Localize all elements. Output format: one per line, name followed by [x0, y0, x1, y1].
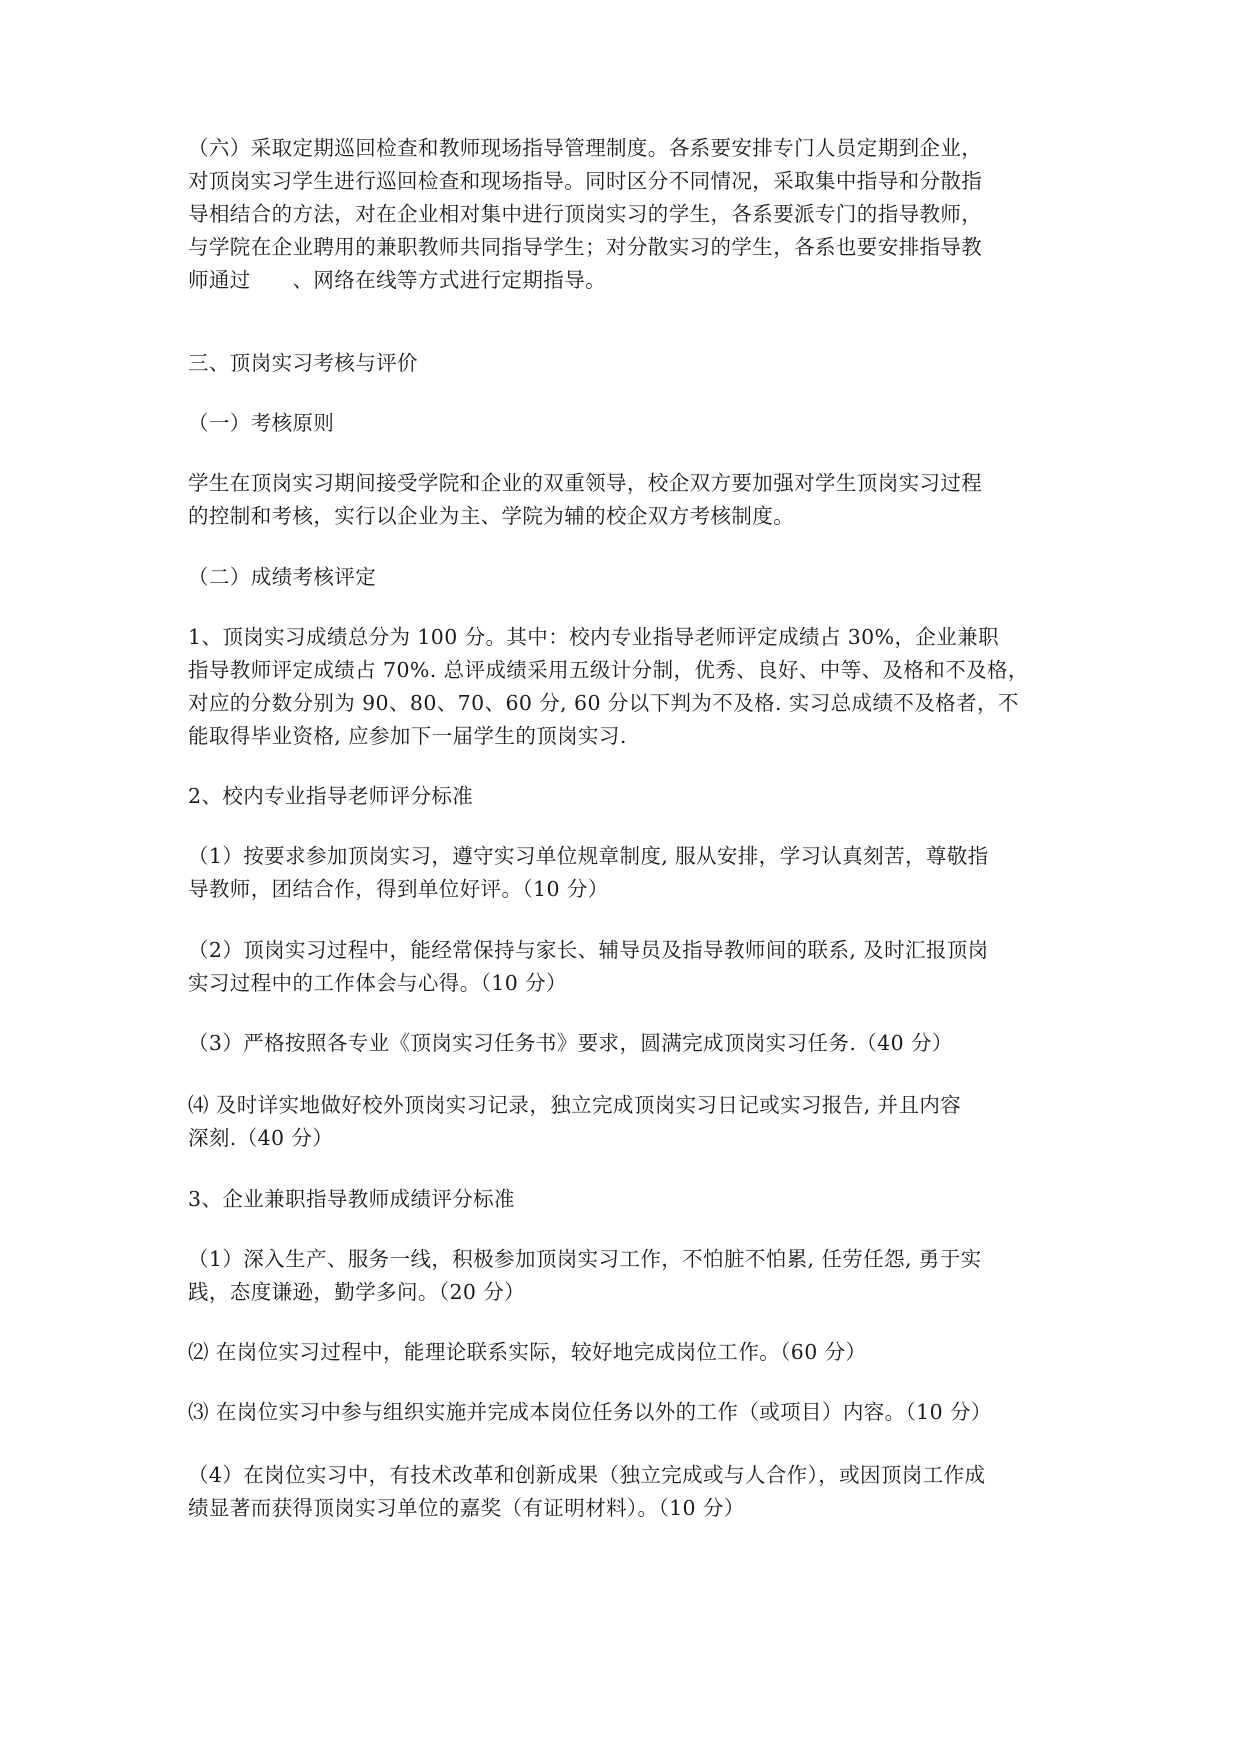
text-line: （1）深入生产、服务一线，积极参加顶岗实习工作，不怕脏不怕累, 任劳任怨, 勇于实 [188, 1247, 982, 1271]
criterion-school-2 [188, 934, 1058, 1000]
text-line: 与学院在企业聘用的兼职教师共同指导学生；对分散实习的学生，各系也要安排指导教 [188, 235, 983, 259]
criterion-enterprise-3 [188, 1396, 1058, 1429]
text-line: ⑷ 及时详实地做好校外顶岗实习记录，独立完成顶岗实习日记或实习报告, 并且内容 [188, 1093, 962, 1117]
text-line: （一）考核原则 [188, 411, 335, 435]
text-line: （3）严格按照各专业《顶岗实习任务书》要求，圆满完成顶岗实习任务.（40 分） [188, 1031, 953, 1055]
paragraph-total-score [188, 621, 1058, 753]
text-line: 实习过程中的工作体会与心得。（10 分） [188, 971, 567, 995]
text-line: 指导教师评定成绩占 70%. 总评成绩采用五级计分制，优秀、良好、中等、及格和不及格， [188, 658, 1029, 682]
paragraph-principles [188, 467, 1058, 533]
text-line: 师通过 、网络在线等方式进行定期指导。 [188, 268, 606, 292]
text-line: 的控制和考核，实行以企业为主、学院为辅的校企双方考核制度。 [188, 504, 795, 528]
subheading-enterprise-criteria [188, 1183, 1058, 1216]
criterion-enterprise-1 [188, 1243, 1058, 1309]
text-line: （六）采取定期巡回检查和教师现场指导管理制度。各系要安排专门人员定期到企业， [188, 136, 983, 160]
text-line: 3、企业兼职指导教师成绩评分标准 [188, 1187, 515, 1211]
text-line: ⑵ 在岗位实习过程中，能理论联系实际，较好地完成岗位工作。（60 分） [188, 1340, 867, 1364]
text-line: 对应的分数分别为 90、80、70、60 分, 60 分以下判为不及格. 实习总成绩不及格者，不 [188, 691, 1019, 715]
criterion-school-3 [188, 1027, 1058, 1060]
subheading-grade-evaluation [188, 561, 1058, 594]
text-line: （4）在岗位实习中，有技术改革和创新成果（独立完成或与人合作），或因顶岗工作成 [188, 1463, 986, 1487]
text-line: 导教师，团结合作，得到单位好评。（10 分） [188, 877, 609, 901]
criterion-enterprise-2 [188, 1336, 1058, 1369]
text-line: 三、顶岗实习考核与评价 [188, 351, 418, 375]
text-line: 学生在顶岗实习期间接受学院和企业的双重领导，校企双方要加强对学生顶岗实习过程 [188, 471, 983, 495]
subheading-school-criteria [188, 780, 1058, 813]
text-line: 1、顶岗实习成绩总分为 100 分。其中：校内专业指导老师评定成绩占 30%，企业兼职 [188, 625, 999, 649]
paragraph-inspection-system [188, 132, 1058, 297]
text-line: 导相结合的方法，对在企业相对集中进行顶岗实习的学生，各系要派专门的指导教师， [188, 202, 983, 226]
text-line: 绩显著而获得顶岗实习单位的嘉奖（有证明材料）。（10 分） [188, 1496, 745, 1520]
criterion-school-1 [188, 840, 1058, 906]
text-line: ⑶ 在岗位实习中参与组织实施并完成本岗位任务以外的工作（或项目）内容。（10 分） [188, 1400, 992, 1424]
text-line: （1）按要求参加顶岗实习，遵守实习单位规章制度, 服从安排，学习认真刻苦，尊敬指 [188, 844, 989, 868]
section-heading-assessment [188, 347, 1058, 380]
criterion-school-4 [188, 1089, 1058, 1155]
criterion-enterprise-4 [188, 1459, 1058, 1525]
text-line: 践，态度谦逊，勤学多问。（20 分） [188, 1280, 526, 1304]
text-line: （2）顶岗实习过程中，能经常保持与家长、辅导员及指导教师间的联系, 及时汇报顶岗 [188, 938, 989, 962]
text-line: 对顶岗实习学生进行巡回检查和现场指导。同时区分不同情况，采取集中指导和分散指 [188, 169, 983, 193]
text-line: 深刻.（40 分） [188, 1126, 334, 1150]
text-line: （二）成绩考核评定 [188, 565, 377, 589]
subheading-principles [188, 407, 1058, 440]
text-line: 2、校内专业指导老师评分标准 [188, 784, 474, 808]
text-line: 能取得毕业资格, 应参加下一届学生的顶岗实习. [188, 724, 627, 748]
